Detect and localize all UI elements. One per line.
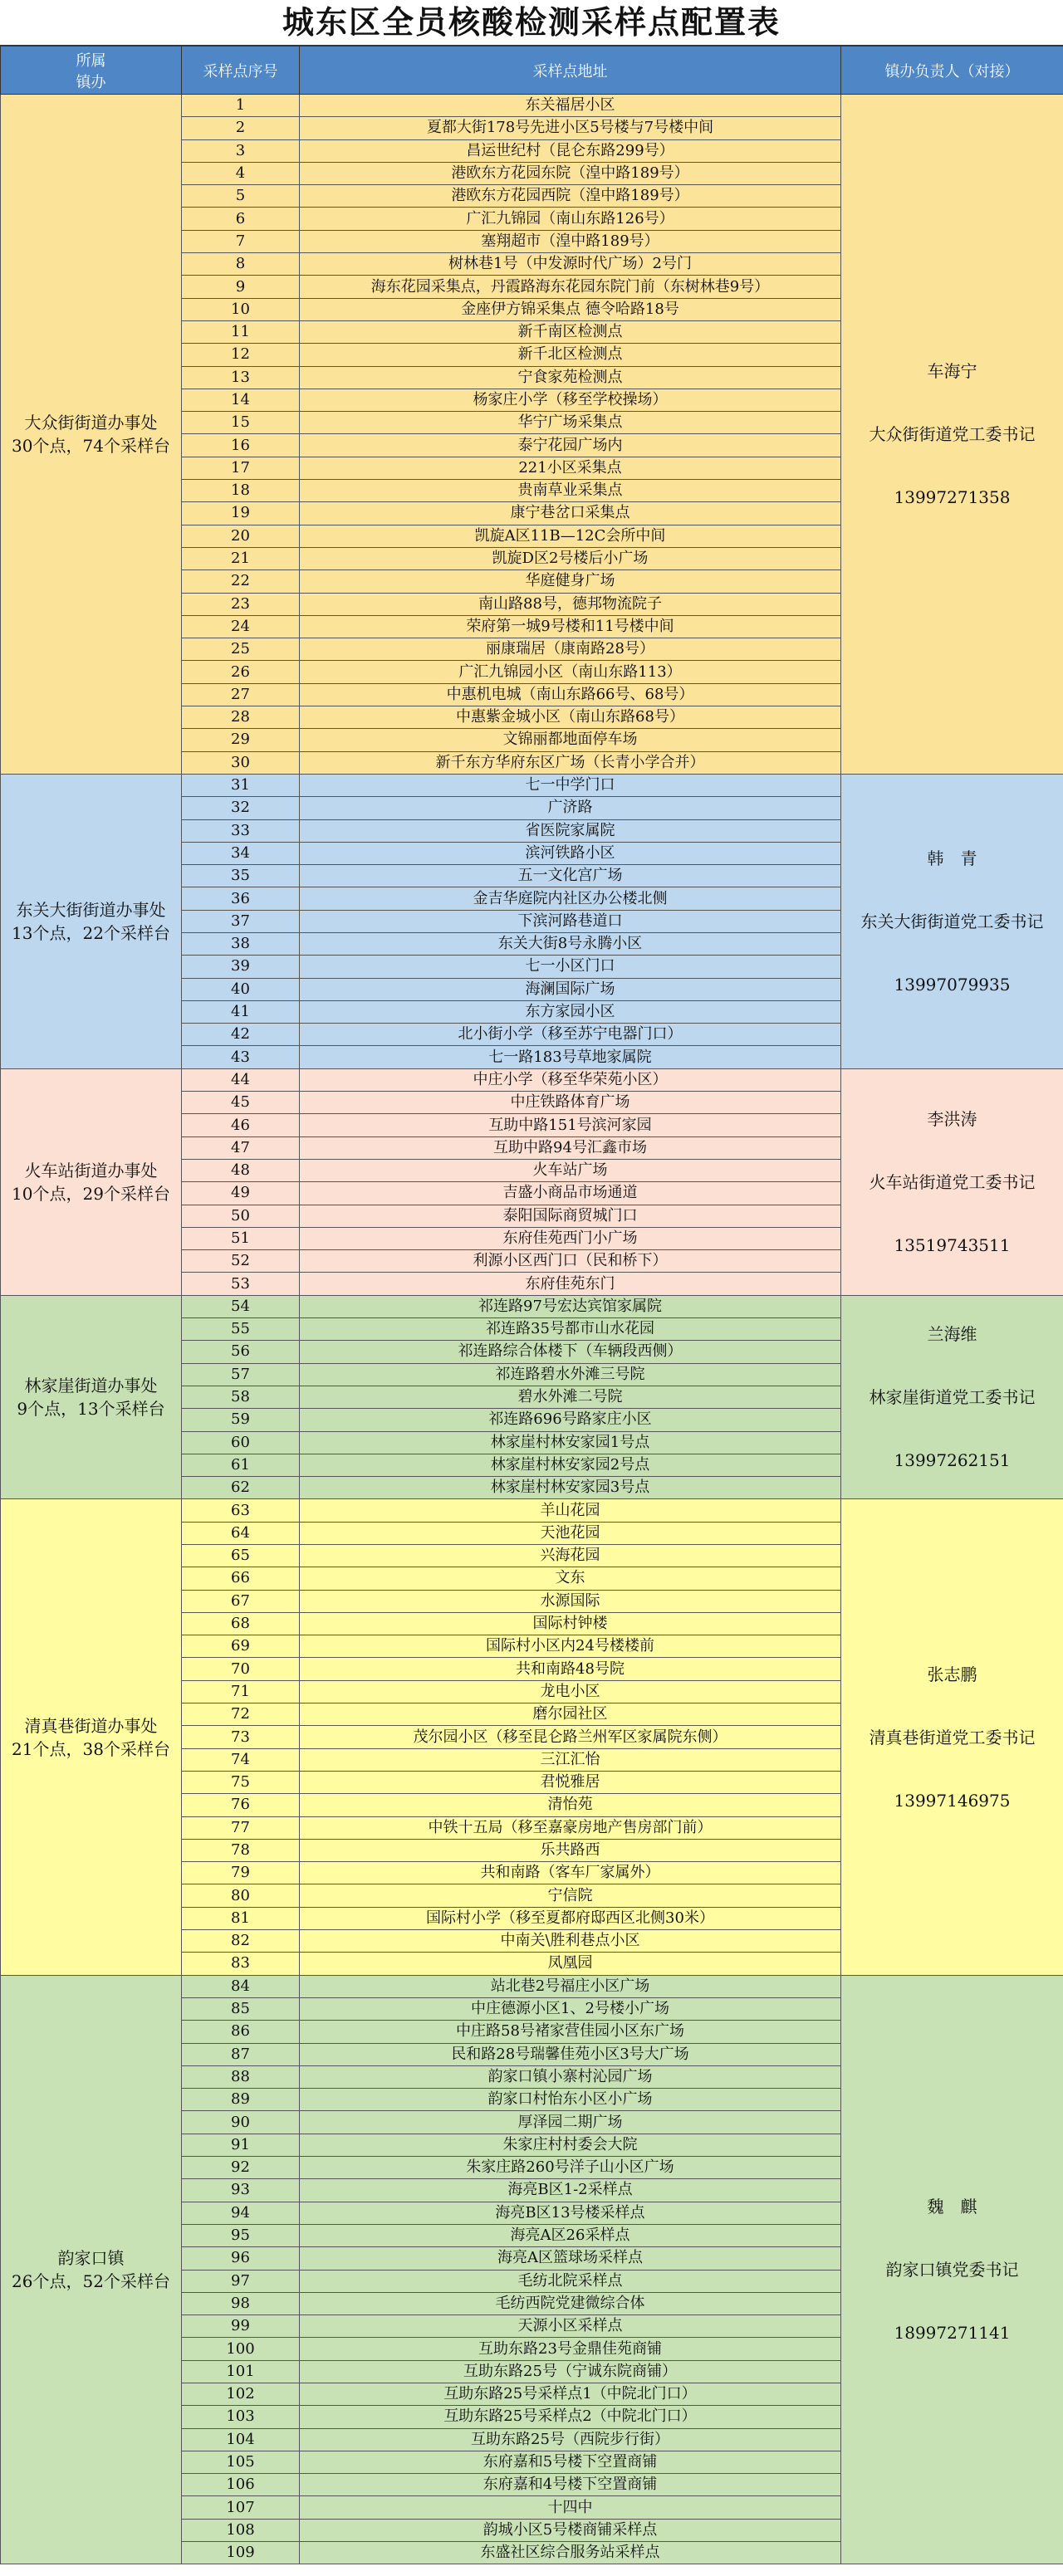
address-cell: 东方家园小区 [300,1000,841,1023]
seq-cell: 38 [182,932,300,955]
address-cell: 海亮A区篮球场采样点 [300,2247,841,2270]
address-cell: 互助东路23号金鼎佳苑商铺 [300,2338,841,2360]
address-cell: 宁食家苑检测点 [300,366,841,389]
seq-cell: 70 [182,1658,300,1680]
seq-cell: 104 [182,2428,300,2451]
seq-cell: 103 [182,2406,300,2428]
address-cell: 东府嘉和4号楼下空置商铺 [300,2474,841,2496]
address-cell: 海亮B区13号楼采样点 [300,2202,841,2224]
seq-cell: 97 [182,2270,300,2292]
person-name: 兰海维 [927,1324,977,1345]
header-office [1,46,182,95]
address-cell: 省医院家属院 [300,819,841,842]
seq-cell: 10 [182,298,300,320]
address-cell: 乐共路西 [300,1839,841,1861]
address-cell: 国际村小区内24号楼楼前 [300,1635,841,1658]
address-cell: 民和路28号瑞馨佳苑小区3号大广场 [300,2043,841,2065]
office-summary: 13个点，22个采样台 [12,922,170,943]
table-row [1,1975,1063,1997]
seq-cell: 42 [182,1024,300,1046]
office-cell [1,1068,182,1295]
address-cell: 中庄铁路体育广场 [300,1092,841,1114]
address-cell: 下滨河路巷道口 [300,910,841,932]
address-cell: 互助中路94号汇鑫市场 [300,1136,841,1159]
address-cell: 221小区采集点 [300,457,841,479]
sampling-point-table [0,46,1063,2564]
address-cell: 海东花园采集点，丹霞路海东花园东院门前（东树林巷9号） [300,276,841,298]
address-cell: 海亮A区26采样点 [300,2224,841,2246]
address-cell: 林家崖村林安家园2号点 [300,1454,841,1476]
address-cell: 华庭健身广场 [300,570,841,593]
address-cell: 宁信院 [300,1884,841,1907]
address-cell: 滨河铁路小区 [300,842,841,864]
seq-cell: 39 [182,956,300,978]
address-cell: 三江汇怡 [300,1748,841,1771]
seq-cell: 48 [182,1159,300,1181]
person-cell [841,1975,1063,2564]
address-cell: 七一中学门口 [300,774,841,796]
address-cell: 五一文化宫广场 [300,865,841,887]
seq-cell: 23 [182,593,300,615]
office-name: 东关大街街道办事处 [16,899,166,920]
address-cell: 新千南区检测点 [300,320,841,343]
office-cell [1,774,182,1068]
address-cell: 丽康瑞居（康南路28号） [300,638,841,661]
seq-cell: 22 [182,570,300,593]
seq-cell: 105 [182,2451,300,2473]
person-name: 张志鹏 [927,1664,977,1684]
address-cell: 港欧东方花园西院（湟中路189号） [300,185,841,208]
seq-cell: 85 [182,1997,300,2020]
office-name: 韵家口镇 [57,2248,125,2268]
seq-cell: 52 [182,1250,300,1273]
seq-cell: 57 [182,1363,300,1386]
seq-cell: 13 [182,366,300,389]
office-summary: 26个点，52个采样台 [12,2271,170,2291]
seq-cell: 12 [182,344,300,366]
table-header-row [1,46,1063,95]
address-cell: 祁连路35号都市山水花园 [300,1318,841,1341]
person-cell [841,1499,1063,1975]
seq-cell: 60 [182,1431,300,1454]
table-row [1,1295,1063,1317]
seq-cell: 89 [182,2089,300,2111]
office-name: 火车站街道办事处 [24,1160,158,1180]
seq-cell: 40 [182,978,300,1000]
seq-cell: 73 [182,1726,300,1748]
address-cell: 中庄德源小区1、2号楼小广场 [300,1997,841,2020]
person-cell [841,774,1063,1068]
person-title: 大众街街道党工委书记 [869,423,1036,444]
office-cell [1,1975,182,2564]
address-cell: 国际村小学（移至夏都府邸西区北侧30米） [300,1907,841,1929]
address-cell: 中惠紫金城小区（南山东路68号） [300,706,841,729]
seq-cell: 2 [182,117,300,139]
seq-cell: 93 [182,2179,300,2202]
address-cell: 韵家口村怡东小区小广场 [300,2089,841,2111]
address-cell: 韵城小区5号楼商铺采样点 [300,2519,841,2541]
seq-cell: 26 [182,661,300,683]
address-cell: 贵南草业采集点 [300,480,841,502]
seq-cell: 75 [182,1771,300,1793]
office-summary: 9个点，13个采样台 [17,1399,165,1420]
seq-cell: 64 [182,1522,300,1544]
seq-cell: 101 [182,2360,300,2383]
header-office-label: 所属 镇办 [76,51,106,91]
address-cell: 文锦丽都地面停车场 [300,729,841,751]
seq-cell: 58 [182,1386,300,1408]
seq-cell: 66 [182,1567,300,1590]
address-cell: 国际村钟楼 [300,1612,841,1635]
header-address: 采样点地址 [300,46,841,95]
address-cell: 互助东路25号采样点1（中院北门口） [300,2383,841,2405]
person-phone: 18997271141 [894,2323,1011,2343]
address-cell: 海澜国际广场 [300,978,841,1000]
office-summary: 30个点，74个采样台 [12,435,170,456]
address-cell: 东府佳苑东门 [300,1273,841,1295]
address-cell: 七一路183号草地家属院 [300,1046,841,1068]
seq-cell: 76 [182,1794,300,1816]
seq-cell: 59 [182,1409,300,1431]
table-row [1,1068,1063,1091]
seq-cell: 80 [182,1884,300,1907]
seq-cell: 28 [182,706,300,729]
seq-cell: 71 [182,1680,300,1703]
person-cell [841,1295,1063,1499]
address-cell: 互助东路25号（宁诚东院商铺） [300,2360,841,2383]
seq-cell: 47 [182,1136,300,1159]
seq-cell: 69 [182,1635,300,1658]
address-cell: 利源小区西门口（民和桥下） [300,1250,841,1273]
address-cell: 北小街小学（移至苏宁电器门口） [300,1024,841,1046]
office-cell [1,1295,182,1499]
person-name: 车海宁 [927,360,977,381]
seq-cell: 62 [182,1477,300,1499]
seq-cell: 88 [182,2065,300,2088]
seq-cell: 9 [182,276,300,298]
seq-cell: 108 [182,2519,300,2541]
seq-cell: 68 [182,1612,300,1635]
address-cell: 华宁广场采集点 [300,412,841,434]
address-cell: 祁连路碧水外滩三号院 [300,1363,841,1386]
address-cell: 杨家庄小学（移至学校操场） [300,389,841,411]
address-cell: 天池花园 [300,1522,841,1544]
address-cell: 广济路 [300,797,841,819]
seq-cell: 72 [182,1703,300,1726]
address-cell: 龙电小区 [300,1680,841,1703]
address-cell: 厚泽园二期广场 [300,2111,841,2134]
person-title: 火车站街道党工委书记 [869,1171,1036,1192]
seq-cell: 78 [182,1839,300,1861]
seq-cell: 53 [182,1273,300,1295]
address-cell: 凯旋A区11B—12C会所中间 [300,525,841,547]
address-cell: 祁连路97号宏达宾馆家属院 [300,1295,841,1317]
address-cell: 火车站广场 [300,1159,841,1181]
table-row [1,95,1063,117]
address-cell: 祁连路综合体楼下（车辆段西侧） [300,1341,841,1363]
seq-cell: 1 [182,95,300,117]
address-cell: 毛纺北院采样点 [300,2270,841,2292]
address-cell: 东盛社区综合服务站采样点 [300,2542,841,2564]
seq-cell: 55 [182,1318,300,1341]
seq-cell: 36 [182,887,300,910]
office-name: 清真巷街道办事处 [24,1715,158,1736]
person-title: 东关大街街道党工委书记 [860,911,1044,931]
seq-cell: 5 [182,185,300,208]
address-cell: 韵家口镇小寨村沁园广场 [300,2065,841,2088]
seq-cell: 86 [182,2021,300,2043]
seq-cell: 8 [182,253,300,276]
person-phone: 13997271358 [894,486,1011,507]
address-cell: 共和南路（客车厂家属外） [300,1862,841,1884]
address-cell: 中铁十五局（移至嘉豪房地产售房部门前） [300,1816,841,1839]
person-cell [841,1068,1063,1295]
seq-cell: 15 [182,412,300,434]
address-cell: 茂尔园小区（移至昆仑路兰州军区家属院东侧） [300,1726,841,1748]
seq-cell: 61 [182,1454,300,1476]
address-cell: 天源小区采样点 [300,2315,841,2338]
seq-cell: 83 [182,1953,300,1975]
address-cell: 水源国际 [300,1590,841,1612]
address-cell: 共和南路48号院 [300,1658,841,1680]
office-summary: 21个点，38个采样台 [12,1738,170,1759]
office-cell [1,1499,182,1975]
seq-cell: 94 [182,2202,300,2224]
office-cell [1,95,182,775]
person-phone: 13997079935 [894,974,1011,995]
address-cell: 中庄路58号褚家营佳园小区东广场 [300,2021,841,2043]
address-cell: 吉盛小商品市场通道 [300,1182,841,1205]
seq-cell: 51 [182,1227,300,1249]
office-name: 林家崖街道办事处 [24,1376,158,1396]
seq-cell: 100 [182,2338,300,2360]
page-title: 城东区全员核酸检测采样点配置表 [0,0,1063,46]
person-title: 清真巷街道党工委书记 [869,1727,1036,1747]
address-cell: 林家崖村林安家园3号点 [300,1477,841,1499]
address-cell: 中惠机电城（南山东路66号、68号） [300,683,841,706]
seq-cell: 99 [182,2315,300,2338]
address-cell: 东府佳苑西门小广场 [300,1227,841,1249]
header-seq: 采样点序号 [182,46,300,95]
address-cell: 十四中 [300,2496,841,2519]
address-cell: 东府嘉和5号楼下空置商铺 [300,2451,841,2473]
address-cell: 泰阳国际商贸城门口 [300,1205,841,1227]
address-cell: 兴海花园 [300,1545,841,1567]
seq-cell: 43 [182,1046,300,1068]
address-cell: 广汇九锦园小区（南山东路113） [300,661,841,683]
table-row [1,774,1063,796]
address-cell: 凤凰园 [300,1953,841,1975]
seq-cell: 91 [182,2134,300,2156]
seq-cell: 29 [182,729,300,751]
seq-cell: 49 [182,1182,300,1205]
seq-cell: 90 [182,2111,300,2134]
seq-cell: 96 [182,2247,300,2270]
seq-cell: 20 [182,525,300,547]
seq-cell: 107 [182,2496,300,2519]
seq-cell: 87 [182,2043,300,2065]
address-cell: 朱家庄路260号洋子山小区广场 [300,2157,841,2179]
seq-cell: 7 [182,230,300,252]
seq-cell: 98 [182,2292,300,2314]
address-cell: 康宁巷岔口采集点 [300,502,841,525]
address-cell: 中庄小学（移至华荣苑小区） [300,1068,841,1091]
seq-cell: 50 [182,1205,300,1227]
address-cell: 互助东路25号（西院步行街） [300,2428,841,2451]
seq-cell: 37 [182,910,300,932]
seq-cell: 19 [182,502,300,525]
seq-cell: 3 [182,139,300,162]
person-phone: 13519743511 [894,1234,1011,1255]
seq-cell: 77 [182,1816,300,1839]
person-phone: 13997146975 [894,1790,1011,1811]
address-cell: 南山路88号，德邦物流院子 [300,593,841,615]
address-cell: 中南关\胜利巷点小区 [300,1930,841,1953]
seq-cell: 4 [182,162,300,184]
seq-cell: 6 [182,208,300,230]
address-cell: 毛纺西院党建微综合体 [300,2292,841,2314]
seq-cell: 34 [182,842,300,864]
seq-cell: 33 [182,819,300,842]
address-cell: 朱家庄村村委会大院 [300,2134,841,2156]
address-cell: 互助中路151号滨河家园 [300,1114,841,1136]
address-cell: 荣府第一城9号楼和11号楼中间 [300,615,841,638]
address-cell: 东关大街8号永腾小区 [300,932,841,955]
address-cell: 新千北区检测点 [300,344,841,366]
seq-cell: 102 [182,2383,300,2405]
person-name: 韩 青 [927,848,977,868]
seq-cell: 95 [182,2224,300,2246]
address-cell: 夏都大街178号先进小区5号楼与7号楼中间 [300,117,841,139]
address-cell: 塞翔超市（湟中路189号） [300,230,841,252]
address-cell: 昌运世纪村（昆仑东路299号） [300,139,841,162]
address-cell: 凯旋D区2号楼后小广场 [300,547,841,569]
address-cell: 清怡苑 [300,1794,841,1816]
seq-cell: 81 [182,1907,300,1929]
address-cell: 碧水外滩二号院 [300,1386,841,1408]
office-name: 大众街街道办事处 [24,412,158,433]
seq-cell: 79 [182,1862,300,1884]
seq-cell: 30 [182,751,300,774]
seq-cell: 74 [182,1748,300,1771]
seq-cell: 67 [182,1590,300,1612]
address-cell: 羊山花园 [300,1499,841,1522]
person-title: 韵家口镇党委书记 [885,2260,1019,2280]
address-cell: 东关福居小区 [300,95,841,117]
seq-cell: 21 [182,547,300,569]
seq-cell: 16 [182,434,300,457]
office-summary: 10个点，29个采样台 [12,1183,170,1204]
address-cell: 金座伊方锦采集点 德令哈路18号 [300,298,841,320]
seq-cell: 109 [182,2542,300,2564]
person-cell [841,95,1063,775]
address-cell: 文东 [300,1567,841,1590]
seq-cell: 44 [182,1068,300,1091]
seq-cell: 14 [182,389,300,411]
seq-cell: 82 [182,1930,300,1953]
address-cell: 七一小区门口 [300,956,841,978]
seq-cell: 32 [182,797,300,819]
seq-cell: 84 [182,1975,300,1997]
seq-cell: 31 [182,774,300,796]
seq-cell: 24 [182,615,300,638]
person-title: 林家崖街道党工委书记 [869,1387,1036,1408]
seq-cell: 11 [182,320,300,343]
person-name: 魏 麒 [927,2197,977,2217]
person-name: 李洪涛 [927,1108,977,1129]
seq-cell: 41 [182,1000,300,1023]
person-phone: 13997262151 [894,1450,1011,1471]
seq-cell: 63 [182,1499,300,1522]
seq-cell: 17 [182,457,300,479]
seq-cell: 56 [182,1341,300,1363]
table-body [1,95,1063,2564]
seq-cell: 106 [182,2474,300,2496]
seq-cell: 65 [182,1545,300,1567]
address-cell: 新千东方华府东区广场（长青小学合并） [300,751,841,774]
seq-cell: 46 [182,1114,300,1136]
address-cell: 泰宁花园广场内 [300,434,841,457]
seq-cell: 18 [182,480,300,502]
address-cell: 互助东路25号采样点2（中院北门口） [300,2406,841,2428]
address-cell: 金吉华庭院内社区办公楼北侧 [300,887,841,910]
seq-cell: 92 [182,2157,300,2179]
address-cell: 君悦雅居 [300,1771,841,1793]
header-person: 镇办负责人（对接） [841,46,1063,95]
address-cell: 站北巷2号福庄小区广场 [300,1975,841,1997]
address-cell: 磨尔园社区 [300,1703,841,1726]
address-cell: 广汇九锦园（南山东路126号） [300,208,841,230]
address-cell: 林家崖村林安家园1号点 [300,1431,841,1454]
address-cell: 树林巷1号（中发源时代广场）2号门 [300,253,841,276]
seq-cell: 45 [182,1092,300,1114]
address-cell: 海亮B区1-2采样点 [300,2179,841,2202]
table-row [1,1499,1063,1522]
address-cell: 祁连路696号路家庄小区 [300,1409,841,1431]
seq-cell: 27 [182,683,300,706]
seq-cell: 54 [182,1295,300,1317]
seq-cell: 25 [182,638,300,661]
address-cell: 港欧东方花园东院（湟中路189号） [300,162,841,184]
seq-cell: 35 [182,865,300,887]
